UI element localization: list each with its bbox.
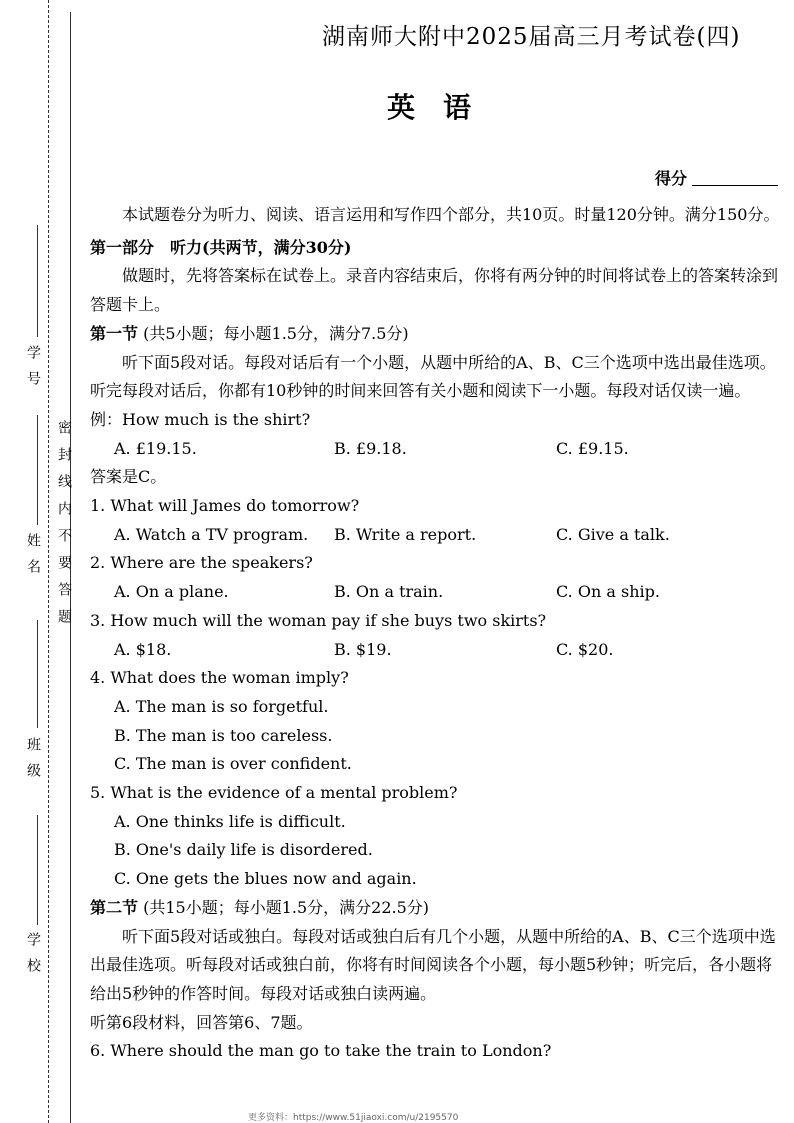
field-name-line — [37, 415, 38, 525]
score-label: 得分 — [655, 169, 688, 188]
part1-instruction: 做题时，先将答案标在试卷上。录音内容结束后，你将有两分钟的时间将试卷上的答案转涂到答题卡上。 — [90, 266, 779, 315]
question-1: 1. What will James do tomorrow? — [90, 496, 360, 516]
section2-instruction: 听下面5段对话或独白。每段对话或独白后有几个小题，从题中所给的A、B、C三个选项中选出最佳选项。听每段对话或独白前，你将有时间阅读各个小题，每小题5秒钟；听完后，各小题将给出5秒钟的作答时间。每段对话或独白读两遍。 — [90, 926, 776, 1003]
field-student-id-line — [37, 225, 38, 337]
question-2-options — [90, 578, 780, 607]
field-student-id-label: 学号 — [25, 345, 41, 397]
part1-heading: 第一部分 听力(共两节，满分30分) — [90, 237, 352, 257]
field-name-label: 姓名 — [25, 533, 41, 585]
section1-instruction: 听下面5段对话。每段对话后有一个小题，从题中所给的A、B、C三个选项中选出最佳选项。听完每段对话后，你都有10秒钟的时间来回答有关小题和阅读下一小题。每段对话仅读一遍。 — [90, 352, 776, 401]
seal-warning: 密封线内不要答题 — [56, 420, 72, 636]
field-school-line — [37, 815, 38, 925]
question-6: 6. Where should the man go to take the train to London? — [90, 1041, 552, 1061]
field-class-line — [37, 620, 38, 728]
option: A. One thinks life is difficult. — [114, 811, 346, 831]
section1-heading: 第一节 — [90, 323, 139, 343]
option: C. The man is over confident. — [114, 754, 352, 774]
option: C. Give a talk. — [556, 524, 670, 544]
dashed-cut-line — [48, 0, 49, 1123]
section2-note: (共15小题；每小题1.5分，满分22.5分) — [143, 897, 430, 917]
example-question: 例：How much is the shirt? — [90, 409, 311, 429]
question-3: 3. How much will the woman pay if she buys two skirts? — [90, 610, 547, 630]
field-class-label: 班级 — [25, 737, 41, 789]
section2-heading: 第二节 — [90, 897, 139, 917]
field-name — [23, 533, 39, 585]
option: A. The man is so forgetful. — [114, 696, 329, 716]
question-3-options — [90, 636, 780, 665]
example-answer: 答案是C。 — [90, 467, 167, 487]
score-blank — [692, 185, 778, 186]
question-5: 5. What is the evidence of a mental problem? — [90, 783, 458, 803]
field-school — [23, 932, 39, 984]
footer-watermark: 更多资料：https://www.51jiaoxi.com/u/2195570 — [248, 1113, 459, 1123]
option: C. $20. — [556, 639, 614, 659]
exam-content — [90, 201, 780, 1066]
option: C. One gets the blues now and again. — [114, 869, 417, 889]
question-1-options — [90, 521, 780, 550]
option: B. Write a report. — [334, 524, 477, 544]
field-class — [23, 737, 39, 789]
field-student-id — [23, 345, 39, 397]
option: A. On a plane. — [114, 582, 229, 602]
option: A. $18. — [114, 639, 172, 659]
option: B. One's daily life is disordered. — [114, 840, 373, 860]
option: B. The man is too careless. — [114, 725, 333, 745]
option: C. On a ship. — [556, 582, 660, 602]
example-options — [90, 435, 780, 464]
option: B. On a train. — [334, 582, 444, 602]
example-option-b: B. £9.18. — [334, 438, 407, 458]
section1-note: (共5小题；每小题1.5分，满分7.5分) — [143, 323, 409, 343]
section2-title — [90, 894, 780, 923]
example-option-c: C. £9.15. — [556, 438, 629, 458]
option: A. Watch a TV program. — [114, 524, 309, 544]
option: B. $19. — [334, 639, 392, 659]
section1-title — [90, 320, 780, 349]
material-6-intro: 听第6段材料，回答第6、7题。 — [90, 1012, 313, 1032]
subject-title: 英语 — [387, 91, 500, 124]
question-4: 4. What does the woman imply? — [90, 668, 349, 688]
example-option-a: A. £19.15. — [114, 438, 197, 458]
intro-paragraph: 本试题卷分为听力、阅读、语言运用和写作四个部分，共10页。时量120分钟。满分150分。 — [122, 205, 780, 224]
field-school-label: 学校 — [25, 932, 41, 984]
exam-title: 湖南师大附中2025届高三月考试卷(四) — [322, 24, 741, 50]
question-2: 2. Where are the speakers? — [90, 553, 313, 573]
